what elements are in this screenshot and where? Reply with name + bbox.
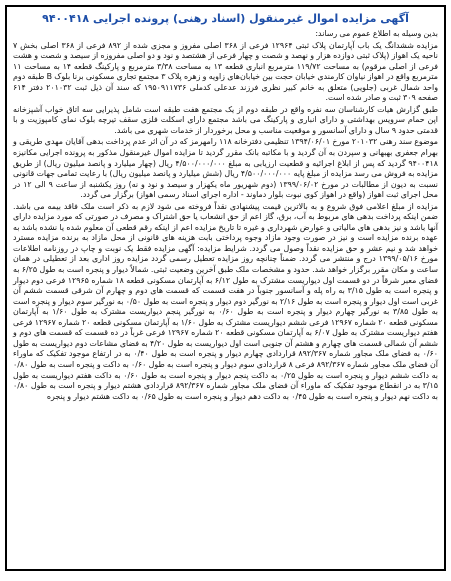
property-description: مزایده ششدانگ یک باب آپارتمان پلاک ثبتی ۱۲۹۶۴ فرعی از ۳۶۸ اصلی مفروز و مجزی شده از ۸۹۲ فرعی از ۳۶۸ اصلی بخش ۷ ناحیه یک اهواز (پلاک ثبتی دوازده هزار و نهصد و شصت و چهار فرعی از هشتصد و نود و دو اصلی مفروزه از سیصد و شصت و هشت فرعی از اصلی مرقوم) به مساحت ۱۱۹/۷۲ مترمربع انباری قطعه ۱۳ به مساحت ۳/۳۸ مترمربع و پارکینگ قطعه ۱۴ به مساحت ۱۱ مترمربع واقع در اهواز نیاوان کارمندی خیابان حجت بین خیابان‌های زاویه و زهره پلاک ۳ مجتمع تجاری مسکونی برنا بلوک B طبقه دوم واحد شمال غربی (جلویی) متعلق به خانم کبیر نظری فرزند عدعلی کدملی ۱۹۵۰۹۱۱۷۳۶ که سند آن ذیل ثبت ۲۰۱۰۳۲ دفتر ۶۱۴ صفحه ۳۰۹ ثبت و صادر شده است. bbox=[13, 40, 439, 103]
notice-body bbox=[13, 29, 438, 402]
notice-title: آگهی مزایده اموال غیرمنقول (اسناد رهنی) پرونده اجرایی ۹۴۰۰۴۱۸ bbox=[42, 12, 409, 25]
notice-intro: بدین وسیله به اطلاع عموم می رساند: bbox=[315, 29, 438, 38]
mortgage-details: موضوع سند رهنی ۲۰۱۰۳۲ مورخ ۱۳۹۴/۰۶/۰۱ تنظیمی دفترخانه ۱۱۸ رامهرمز که در آن اثر عدم پرداخت بدهی آقایان مهدی طریقی و بهرام جعفری بهبهانی و سپردن به آن گردید و با مکاتبه بانک مقرر گردید تا مزایده اموال غیرمنقول مذکور به پرونده اجرایی مکانیزه ۹۴۰۰۴۱۸ گردید که پس از ابلاغ اجرائیه و قطعیت ارزیابی به مبلغ ۴/۵۰۰/۰۰۰/۰۰۰ ریال (چهار میلیارد و پانصد میلیون ریال) از طریق مزایده به فروش می رسد مزایده از مبلغ پایه ۴/۵۰۰/۰۰۰/۰۰۰ ریال (شش میلیارد و پانصد میلیون ریال) با رعایت تمامی جهات قانونی نسبت به دیون از مطالبات در مورخ ۱۳۹۹/۰۶/۰۲ (دوم شهریور ماه یکهزار و سیصد و نود و نه) روز یکشنبه از ساعت ۹ الی ۱۲ در محل اجرای ثبت اهواز (واقع در اهواز کوی نبوت بلوار دماوند - اداره اجرای اسناد رسمی اهواز) برگزار می گردد. bbox=[13, 137, 438, 200]
auction-conditions: مزایده از مبلغ اعلامی فوق شروع و به بالاترین قیمت پیشنهادی نقداً فروخته می شود لازم به ذکر است ملک فاقد بیمه می باشد. ضمن اینکه پرداخت بدهی های مربوط به آب، برق، گاز اعم از حق انشعاب یا حق اشتراک و مصرف در صورتی که مورد مزایده دارای آنها باشد و نیز بدهی های مالیاتی و عوارض شهرداری و غیره تا تاریخ مزایده اعم از اینکه رقم قطعی آن معلوم شده یا نشده باشد به عهده برنده مزایده است و نیز در صورت وجود مازاد وجوه پرداختی بابت هزینه های قانونی از محل مازاد به برنده مزایده مسترد خواهد شد و نیم عشر و حق مزایده نقداً وصول می گردد. شرایط مزایده: آگهی مزایده فقط یک نوبت و چاپ در روزنامه اطلاعات مورخ ۱۳۹۹/۰۵/۱۶ درج و منتشر می گردد. ضمناً چنانچه روز مزایده تعطیل رسمی گردد مزایده روز اداری بعد از تعطیلی در همان ساعت و مکان مقرر برگزار خواهد شد. حدود و مشخصات ملک طبق آخرین وضعیت ثبتی. شمالاً دیوار و پنجره است به طول ۶/۲۵ به فضای معبر شرقاً در دو قسمت اول دیواریست مشترک به طول ۶/۱۲ به آپارتمان مسکونی قطعه ۱۸ شماره ۱۲۹۶۵ فرعی دوم دیوار و پنجره است به طول ۳/۱۵ به راه پله و آسانسور جنوباً در هفت قسمت که قسمت های دوم و چهارم آن شرقی قسمت ششم آن غربی است اول دیوار و پنجره است به طول ۲/۱۶ به نورگیر دوم دیوار و پنجره است به طول ۰/۵۰ به نورگیر سوم دیوار و پنجره است به طول ۳/۸۵ به نورگیر چهارم دیوار و پنجره است به طول ۰/۶۰ به نورگیر پنجم دیواریست مشترک به طول ۱/۶۰ به آپارتمان مسکونی قطعه ۲۰ شماره ۱۲۹۶۷ فرعی ششم دیواریست مشترک به طول ۱/۶۰ به آپارتمان مسکونی قطعه ۲۰ شماره ۱۲۹۶۷ فرعی هفتم دیواریست مشترک به طول ۶/۰۷ به آپارتمان مسکونی قطعه ۲۰ شماره ۱۲۹۶۷ فرعی غرباً در ده قسمت که قسمت های دوم و ششم آن شمالی قسمت های چهارم و هشتم آن جنوبی است اول دیواریست به طول ۴/۲۰ به فضای مشاعات دوم دیواریست به طول ۰/۶۰ به فضای ملک مجاور شماره ۸۹۲/۳۶۷ قراردادی چهارم دیوار و پنجره است به طول ۰/۴۰ به در ارتفاع موجود تفکیک که ماوراء آن فضای ملک مجاور شماره ۸۹۲/۳۶۷ فرعی ۸ قراردادی سوم دیوار و پنجره است به طول ۰/۶۰ به داکت و پنجره است به طول ۰/۸۰ به داکت ششم دیوار و پنجره است به طول ۰/۲۵ به داکت پنجم دیوار و پنجره است به طول ۰/۶۰ به داکت هفتم دیواریست به طول ۳/۱۵ به در انقطاع موجود تفکیک که ماوراء آن فضای ملک مجاور شماره ۸۹۲/۳۶۷ قراردادی هشتم دیوار و پنجره است به طول ۰/۸۰ به داکت نهم دیوار و پنجره است به طول ۰/۴۵ به داکت دهم دیوار و پنجره است به طول ۰/۶۵ به داکت هشتم دیوار و پنجره bbox=[13, 201, 439, 401]
expert-report: طبق گزارش هیات کارشناسان سه نفره واقع در طبقه دوم از یک مجتمع هفت طبقه است شامل پذیرایی سه اتاق خواب آشپزخانه اپن حمام سرویس بهداشتی و دارای انباری و پارکینگ می باشد مجتمع دارای اسکلت فلزی سقف تیرچه بلوک نمای کامپوزیت و با قدمتی حدود ۹ سال و دارای آسانسور و موقعیت مناسب و محل برخوردار از خدمات شهری می باشد. bbox=[13, 104, 438, 135]
auction-notice bbox=[5, 5, 446, 571]
